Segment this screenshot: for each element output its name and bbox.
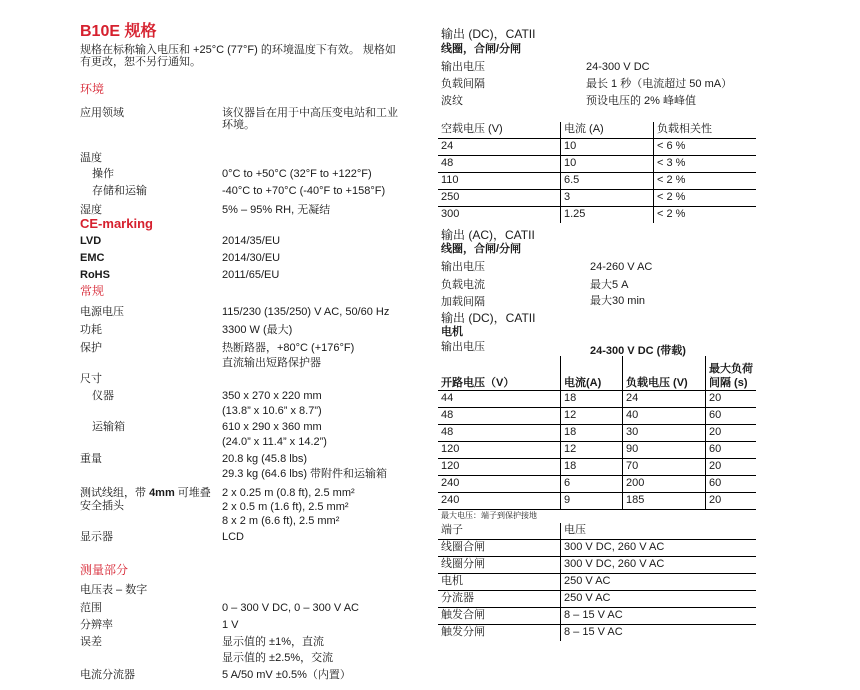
table-cell: 10: [561, 156, 654, 173]
lvd-value: 2014/35/EU: [222, 235, 281, 247]
table-row: [438, 557, 756, 574]
table-cell: 120: [438, 459, 561, 476]
rohs-label: RoHS: [80, 269, 110, 281]
dc2-title: 输出 (DC)，CATII: [441, 311, 536, 325]
ac-sub: 线圈，合闸/分闸: [441, 243, 522, 255]
dc1-out-label: 输出电压: [441, 61, 485, 73]
table-row: [438, 625, 756, 642]
weight-value-2: 29.3 kg (64.6 lbs) 带附件和运输箱: [222, 468, 388, 480]
table-row: [438, 425, 756, 442]
table-cell: 240: [438, 476, 561, 493]
dim-label: 尺寸: [80, 373, 102, 385]
rohs-value: 2011/65/EU: [222, 269, 280, 281]
leads-value-2: 2 x 0.5 m (1.6 ft), 2.5 mm²: [222, 501, 349, 513]
temp-label: 温度: [80, 152, 102, 164]
table-cell: 300 V DC, 260 V AC: [561, 540, 757, 557]
dc1-ripple-label: 波纹: [441, 95, 463, 107]
section-environment: 环境: [80, 82, 105, 96]
error-value-1: 显示值的 ±1%，直流: [222, 636, 324, 648]
header-cell: 最大负荷间隔 (s): [706, 356, 757, 391]
table-row: [438, 540, 756, 557]
table-row: [438, 476, 756, 493]
terminal-table: [438, 523, 756, 641]
table-cell: 线圈分闸: [438, 557, 561, 574]
resolution-label: 分辨率: [80, 619, 113, 631]
table-cell: 触发分闸: [441, 626, 485, 638]
table-cell: 电机: [438, 574, 561, 591]
header-cell: 电压: [561, 523, 757, 540]
table-row: [438, 591, 756, 608]
table-cell: 18: [561, 391, 623, 408]
dc1-load-label: 负载间隔: [441, 78, 485, 90]
table-cell: 8 – 15 V AC: [561, 608, 757, 625]
table-row: [438, 574, 756, 591]
table-cell: 18: [561, 425, 623, 442]
display-label: 显示器: [80, 531, 113, 543]
table-header-row: [438, 122, 756, 139]
app-value-2: 环境。: [222, 119, 255, 131]
ac-cur-value: 最大5 A: [590, 279, 629, 291]
table-row: [438, 442, 756, 459]
leads-label-1b: 4mm: [149, 487, 175, 499]
table-cell: 300 V DC, 260 V AC: [561, 557, 757, 574]
table-cell: 20: [706, 493, 757, 510]
table-row: [438, 608, 756, 625]
leads-label-1a: 测试线组，带: [80, 487, 150, 499]
leads-value-1: 2 x 0.25 m (0.8 ft), 2.5 mm²: [222, 487, 355, 499]
op-label: 操作: [92, 168, 114, 180]
section-ce-marking: CE-marking: [80, 216, 153, 231]
ac-out-label: 输出电压: [441, 261, 485, 273]
humidity-label: 湿度: [80, 204, 102, 216]
intro-line-1: 规格在标称输入电压和 +25°C (77°F) 的环境温度下有效。 规格如: [80, 44, 396, 56]
leads-label-1: [80, 486, 211, 500]
table-cell: 10: [561, 139, 654, 156]
header-cell: 端子: [438, 523, 561, 540]
table-cell: 120: [438, 442, 561, 459]
table-cell: 300: [441, 208, 460, 220]
header-cell: 负载相关性: [654, 122, 757, 139]
ac-title: 输出 (AC)，CATII: [441, 228, 535, 242]
intro-line-2: 有更改，恕不另行通知。: [80, 56, 201, 68]
mains-value: 115/230 (135/250) V AC, 50/60 Hz: [222, 306, 390, 318]
table-cell: 12: [561, 408, 623, 425]
header-cell: 电流 (A): [561, 122, 654, 139]
table-cell: < 2 %: [654, 190, 757, 207]
table-cell: < 3 %: [654, 156, 757, 173]
table-header-row: [438, 356, 756, 391]
table-cell: 90: [623, 442, 706, 459]
table-row: [438, 493, 756, 510]
weight-value-1: 20.8 kg (45.8 lbs): [222, 453, 307, 465]
dc2-sub: 电机: [441, 326, 463, 338]
table-cell: 250: [438, 190, 561, 207]
table-header-row: [438, 523, 756, 540]
table-cell: 6.5: [561, 173, 654, 190]
shunt-label: 电流分流器: [80, 669, 135, 681]
table-cell: < 6 %: [654, 139, 757, 156]
table-cell: 200: [623, 476, 706, 493]
instr-label: 仪器: [92, 390, 114, 402]
error-value-2: 显示值的 ±2.5%，交流: [222, 652, 334, 664]
case-value-1: 610 x 290 x 360 mm: [222, 421, 322, 433]
table-cell: 48: [438, 156, 561, 173]
table-cell: 12: [561, 442, 623, 459]
leads-value-3: 8 x 2 m (6.6 ft), 2.5 mm²: [222, 515, 340, 527]
table-cell: 1.25: [561, 207, 654, 224]
case-label: 运输箱: [92, 421, 125, 433]
op-value: 0°C to +50°C (32°F to +122°F): [222, 168, 372, 180]
table-cell: 48: [438, 425, 561, 442]
ac-int-value: 最大30 min: [590, 295, 646, 307]
emc-value: 2014/30/EU: [222, 252, 281, 264]
shunt-value: 5 A/50 mV ±0.5%（内置）: [222, 669, 351, 681]
leads-label-1c: 可堆叠: [174, 487, 211, 499]
table-cell: 3: [561, 190, 654, 207]
table-cell: 240: [438, 493, 561, 510]
range-label: 范围: [80, 602, 102, 614]
dc1-ripple-value: 预设电压的 2% 峰峰值: [586, 95, 697, 107]
table-cell: 40: [623, 408, 706, 425]
instr-value-1: 350 x 270 x 220 mm: [222, 390, 322, 402]
table-cell: < 2 %: [654, 207, 757, 224]
dc1-out-value: 24-300 V DC: [586, 61, 650, 73]
header-cell: 空载电压 (V): [438, 122, 561, 139]
power-value: 3300 W (最大): [222, 324, 293, 336]
power-label: 功耗: [80, 324, 102, 336]
protect-value-1: 热断路器，+80°C (+176°F): [222, 342, 355, 354]
header-cell: 负载电压 (V): [623, 356, 706, 391]
error-label: 误差: [80, 636, 102, 648]
instr-value-2: (13.8” x 10.6” x 8.7”): [222, 405, 322, 417]
table-cell: 250 V AC: [561, 591, 757, 608]
leads-label-2: 安全插头: [80, 500, 124, 512]
dc1-load-value: 最长 1 秒（电流超过 50 mA）: [586, 78, 733, 90]
table-row: [438, 139, 756, 156]
dc-load-table: [438, 122, 756, 223]
section-general: 常规: [80, 284, 105, 298]
table-cell: 9: [561, 493, 623, 510]
storage-label: 存储和运输: [92, 185, 147, 197]
table-cell: 6: [561, 476, 623, 493]
voltmeter-label: 电压表 – 数字: [80, 584, 148, 596]
table-row: [438, 408, 756, 425]
range-value: 0 – 300 V DC, 0 – 300 V AC: [222, 602, 359, 614]
ac-cur-label: 负载电流: [441, 279, 485, 291]
table-cell: 44: [438, 391, 561, 408]
mains-label: 电源电压: [80, 306, 124, 318]
table-cell: 60: [706, 442, 757, 459]
table-cell: 线圈合闸: [438, 540, 561, 557]
table-cell: 60: [706, 476, 757, 493]
table-cell: 触发合闸: [438, 608, 561, 625]
table-cell: 48: [438, 408, 561, 425]
display-value: LCD: [222, 531, 245, 543]
protect-value-2: 直流输出短路保护器: [222, 357, 321, 369]
table-cell: 18: [561, 459, 623, 476]
header-cell: 开路电压（V）: [438, 356, 561, 391]
header-cell: 电流(A): [561, 356, 623, 391]
motor-table: [438, 356, 756, 510]
lvd-label: LVD: [80, 235, 102, 247]
dc2-out-label: 输出电压: [441, 341, 485, 353]
table-row: [438, 207, 756, 224]
emc-label: EMC: [80, 252, 105, 264]
dc1-title: 输出 (DC)，CATII: [441, 27, 536, 41]
table-cell: 8 – 15 V AC: [561, 625, 757, 642]
table-cell: 30: [623, 425, 706, 442]
max-voltage-note: 最大电压：端子到保护接地: [441, 511, 537, 520]
case-value-2: (24.0” x 11.4” x 14.2”): [222, 436, 327, 448]
dc1-sub: 线圈，合闸/分闸: [441, 43, 522, 55]
table-row: [438, 459, 756, 476]
protect-label: 保护: [80, 342, 102, 354]
storage-value: -40°C to +70°C (-40°F to +158°F): [222, 185, 386, 197]
app-value-1: 该仪器旨在用于中高压变电站和工业: [222, 107, 398, 119]
dc2-out-value: 24-300 V DC (带载): [590, 345, 686, 357]
table-row: [438, 190, 756, 207]
ac-int-label: 加载间隔: [441, 296, 485, 308]
weight-label: 重量: [80, 453, 102, 465]
table-cell: 24: [623, 391, 706, 408]
table-cell: 60: [706, 408, 757, 425]
page-title: B10E 规格: [80, 23, 157, 40]
table-cell: 24: [438, 139, 561, 156]
table-row: [438, 156, 756, 173]
table-cell: 110: [438, 173, 561, 190]
table-row: [438, 173, 756, 190]
humidity-value: 5% – 95% RH, 无凝结: [222, 204, 331, 216]
section-measurement: 测量部分: [80, 563, 129, 577]
table-cell: 20: [706, 459, 757, 476]
table-cell: 20: [706, 425, 757, 442]
table-cell: 分流器: [438, 591, 561, 608]
ac-out-value: 24-260 V AC: [590, 261, 653, 273]
table-row: [438, 391, 756, 408]
app-label: 应用领域: [80, 107, 124, 119]
resolution-value: 1 V: [222, 619, 239, 631]
table-cell: 70: [623, 459, 706, 476]
table-cell: < 2 %: [654, 173, 757, 190]
table-cell: 20: [706, 391, 757, 408]
table-cell: 250 V AC: [561, 574, 757, 591]
table-cell: 185: [623, 493, 706, 510]
